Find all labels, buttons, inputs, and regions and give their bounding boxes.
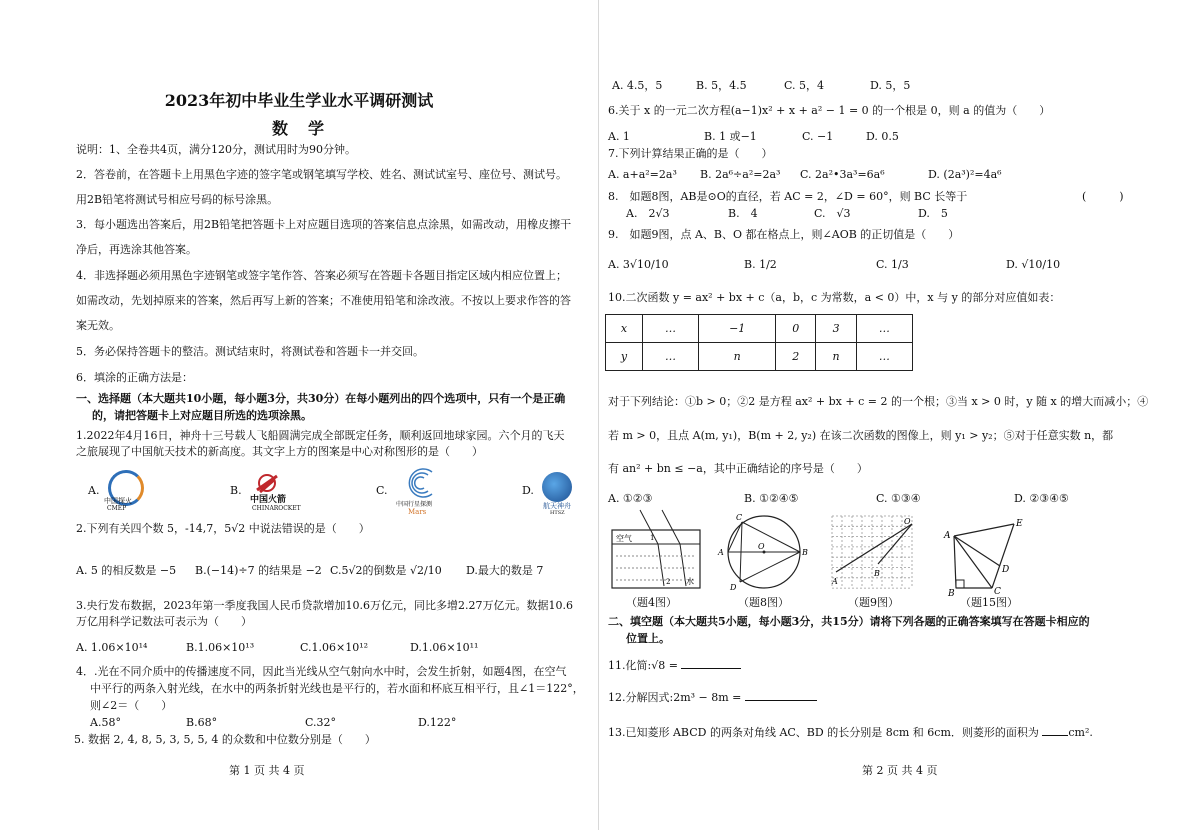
table-cell: 2 [776, 343, 816, 371]
q4-stem-cont: 中平行的两条入射光线，在水中的两条折射光线也是平行的，若水面和杯底互相平行，且∠1＝122°， [90, 682, 584, 695]
china-rocket-logo-icon [254, 472, 280, 494]
q9-option-d: D. √10/10 [1006, 258, 1061, 271]
instruction-line: 2．答卷前，在答题卡上用黑色字迹的签字笔或钢笔填写学校、姓名、测试试室号、座位号、测试号。 [76, 168, 567, 181]
q3-stem: 3.央行发布数据，2023年第一季度我国人民币贷款增加10.6万亿元，同比多增2.27万亿元。数据10.6 [76, 599, 573, 612]
figure-9-diagram [826, 512, 920, 594]
q8-option-b: B. 4 [728, 207, 758, 220]
instruction-line: 6．填涂的正确方法是： [76, 371, 193, 384]
fig4-angle1-label: 1 [650, 534, 655, 542]
q11-answer-blank [681, 658, 741, 669]
page-divider [598, 0, 599, 830]
q8-option-d: D. 5 [918, 207, 948, 220]
instruction-line: 说明：1、全卷共4页，满分120分，测试用时为90分钟。 [76, 143, 356, 156]
q13-text: 13.已知菱形 ABCD 的两条对角线 AC、BD 的长分别是 8cm 和 6cm．则菱形的面积为 [608, 726, 1039, 739]
fig8-label-o: O [758, 542, 765, 551]
q1-option-a-letter: A. [88, 484, 100, 497]
q8-option-c: C. √3 [814, 207, 851, 220]
q1-option-d-caption: 航天神舟 [543, 502, 571, 510]
table-cell: … [856, 315, 912, 343]
fig15-label-a: A [944, 531, 951, 541]
q12-answer-blank [745, 690, 817, 701]
q5-option-a: A. 4.5，5 [612, 79, 663, 92]
figure-15-caption: （题15图） [960, 596, 1018, 609]
q8-answer-paren: ( ) [1082, 190, 1124, 203]
q2-option-d: D.最大的数是 7 [466, 564, 544, 577]
figure-9-caption: （题9图） [848, 596, 899, 609]
table-cell: x [606, 315, 643, 343]
q1-stem: 1.2022年4月16日，神舟十三号载人飞船圆满完成全部既定任务，顺利返回地球家园。六个月的飞天 [76, 429, 565, 442]
instruction-line: 用2B铅笔将测试号相应号码的标号涂黑。 [76, 193, 279, 206]
table-cell: 3 [816, 315, 856, 343]
q11-text: 11.化简:√8 = [608, 659, 678, 672]
fig4-air-label: 空气 [616, 534, 632, 543]
table-cell: y [606, 343, 643, 371]
instruction-line: 3．每小题选出答案后，用2B铅笔把答题卡上对应题目选项的答案信息点涂黑，如需改动，用橡皮擦干 [76, 218, 572, 231]
q6-stem: 6.关于 x 的一元二次方程(a−1)x² + x + a² − 1 = 0 的一个根是 0，则 a 的值为（ ） [608, 104, 1051, 117]
q6-option-c: C. −1 [802, 130, 834, 143]
q6-option-d: D. 0.5 [866, 130, 899, 143]
q10-conclusions: 对于下列结论：①b > 0；②2 是方程 ax² + bx + c = 2 的一个根；③当 x > 0 时，y 随 x 的增大而减小；④ [608, 395, 1149, 408]
q2-option-c: C.5√2的倒数是 √2/10 [330, 564, 442, 577]
table-cell: n [699, 343, 776, 371]
table-cell: … [642, 343, 698, 371]
q11-stem [608, 658, 741, 674]
q1-option-d-sub: HTSZ [550, 510, 565, 516]
fig9-label-a: A [832, 577, 838, 586]
q4-option-d: D.122° [418, 716, 457, 729]
q13-unit: cm². [1068, 726, 1093, 739]
q2-option-b: B.(−14)÷7 的结果是 −2 [195, 564, 322, 577]
instruction-line: 净后，再选涂其他答案。 [76, 243, 197, 256]
q9-option-c: C. 1/3 [876, 258, 909, 271]
q13-answer-blank [1042, 725, 1068, 736]
q12-stem [608, 690, 817, 706]
q4-stem-cont2: 则∠2＝（ ） [90, 699, 173, 712]
q1-option-d-letter: D. [522, 484, 534, 497]
fig8-label-c: C [736, 513, 743, 522]
q1-stem-cont: 之旅展现了中国航天技术的新高度。其文字上方的图案是中心对称图形的是（ ） [76, 445, 483, 458]
q10-option-d: D. ②③④⑤ [1014, 492, 1069, 505]
table-cell: … [856, 343, 912, 371]
q5-stem: 5. 数据 2, 4, 8, 5, 3, 5, 5, 4 的众数和中位数分别是（ ） [74, 733, 376, 746]
fig4-angle2-label: 2 [666, 578, 671, 586]
fig15-label-c: C [994, 587, 1001, 596]
instruction-line: 4．非选择题必须用黑色字迹钢笔或签字笔作答、答案必须写在答题卡各题目指定区域内相应位置上； [76, 269, 567, 282]
q1-option-b-letter: B. [230, 484, 242, 497]
q4-option-a: A.58° [90, 716, 121, 729]
fig8-label-b: B [802, 548, 808, 557]
figure-4-diagram [606, 508, 706, 596]
q1-option-a-sub: CMEP [107, 505, 127, 512]
q6-option-a: A. 1 [608, 130, 630, 143]
q7-option-b: B. 2a⁶÷a²=2a³ [700, 168, 781, 181]
q9-option-a: A. 3√10/10 [608, 258, 669, 271]
exam-subject: 数 学 [271, 119, 326, 138]
figure-8-diagram [716, 510, 812, 596]
table-row [606, 343, 913, 371]
figure-15-diagram [940, 514, 1036, 596]
q7-option-d: D. (2a³)²=4a⁶ [928, 168, 1002, 181]
q1-option-b-sub: CHINAROCKET [252, 505, 301, 512]
q1-option-b-caption: 中国火箭 [250, 495, 287, 505]
q10-conclusions-cont: 若 m > 0，且点 A(m, y₁)，B(m + 2, y₂) 在该二次函数的图像上，则 y₁ > y₂；⑤对于任意实数 n，都 [608, 429, 1114, 442]
q7-option-a: A. a+a²=2a³ [608, 168, 677, 181]
q3-option-b: B.1.06×10¹³ [186, 641, 255, 654]
q4-option-b: B.68° [186, 716, 218, 729]
table-cell: 0 [776, 315, 816, 343]
shenzhou-logo-icon [542, 472, 572, 502]
q1-option-c-sub: Mars [408, 508, 427, 516]
q2-stem: 2.下列有关四个数 5，-14,7，5√2 中说法错误的是（ ） [76, 522, 370, 535]
q2-option-a: A. 5 的相反数是 −5 [76, 564, 177, 577]
fig9-label-o: O [904, 517, 911, 526]
q7-stem: 7.下列计算结果正确的是（ ） [608, 147, 773, 160]
q3-stem-cont: 万亿用科学记数法可表示为（ ） [76, 615, 252, 628]
fig8-label-d: D [730, 583, 737, 592]
q4-option-c: C.32° [305, 716, 337, 729]
q13-stem [608, 725, 1093, 741]
q9-option-b: B. 1/2 [744, 258, 777, 271]
q8-option-a: A. 2√3 [626, 207, 670, 220]
mars-logo-icon [402, 466, 436, 500]
section1-heading-cont: 的，请把答题卡上对应题目所选的选项涂黑。 [92, 409, 312, 422]
q10-option-b: B. ①②④⑤ [744, 492, 799, 505]
q1-option-c-caption: 中国行星探测 [396, 501, 433, 508]
section2-heading: 二、填空题（本大题共5小题，每小题3分，共15分）请将下列各题的正确答案填写在答题卡相应的 [608, 615, 1090, 628]
q7-option-c: C. 2a²•3a³=6a⁶ [800, 168, 885, 181]
fig15-label-e: E [1016, 519, 1023, 529]
figure-4-caption: （题4图） [626, 596, 677, 609]
instruction-line: 案无效。 [76, 319, 120, 332]
q5-option-b: B. 5，4.5 [696, 79, 747, 92]
section1-heading: 一、选择题（本大题共10小题，每小题3分，共30分）在每小题列出的四个选项中，只有一个是正确 [76, 392, 566, 405]
instruction-line: 5．务必保持答题卡的整洁。测试结束时，将测试卷和答题卡一并交回。 [76, 345, 424, 358]
q12-text: 12.分解因式:2m³ − 8m = [608, 691, 742, 704]
q10-stem: 10.二次函数 y = ax² + bx + c（a，b，c 为常数，a < 0）中，x 与 y 的部分对应值如表： [608, 291, 1061, 304]
q5-option-c: C. 5，4 [784, 79, 825, 92]
fig8-label-a: A [718, 548, 724, 557]
q1-option-c-letter: C. [376, 484, 388, 497]
figure-8-caption: （题8图） [738, 596, 789, 609]
q5-option-d: D. 5，5 [870, 79, 911, 92]
page-footer-right: 第 2 页 共 4 页 [862, 764, 938, 777]
q3-option-a: A. 1.06×10¹⁴ [76, 641, 148, 654]
table-row [606, 315, 913, 343]
q3-option-c: C.1.06×10¹² [300, 641, 369, 654]
q3-option-d: D.1.06×10¹¹ [410, 641, 479, 654]
q6-option-b: B. 1 或−1 [704, 130, 757, 143]
q10-option-a: A. ①②③ [608, 492, 653, 505]
table-cell: n [816, 343, 856, 371]
fig15-label-b: B [948, 589, 955, 596]
q9-stem: 9. 如题9图，点 A、B、O 都在格点上，则∠AOB 的正切值是（ ） [608, 228, 960, 241]
table-cell: −1 [699, 315, 776, 343]
table-cell: … [642, 315, 698, 343]
q10-value-table [605, 314, 913, 371]
instruction-line: 如需改动，先划掉原来的答案，然后再写上新的答案；不准使用铅笔和涂改液。不按以上要求作答的答 [76, 294, 571, 307]
q8-stem: 8. 如题8图，AB是⊙O的直径，若 AC = 2，∠D = 60°，则 BC 长等于 [608, 190, 968, 203]
q10-option-c: C. ①③④ [876, 492, 921, 505]
fig9-label-b: B [874, 569, 880, 578]
fig4-water-label: 水 [686, 577, 694, 586]
q4-stem: 4．.光在不同介质中的传播速度不同，因此当光线从空气射向水中时，会发生折射，如题4图，在空气 [76, 665, 567, 678]
page-footer-left: 第 1 页 共 4 页 [229, 764, 305, 777]
fig15-label-d: D [1002, 565, 1010, 575]
exam-title: 2023年初中毕业生学业水平调研测试 [164, 91, 434, 110]
q1-option-a-caption: 中国探火 [104, 497, 132, 505]
section2-heading-cont: 位置上。 [626, 632, 670, 645]
q10-conclusions-cont2: 有 an² + bn ≤ −a，其中正确结论的序号是（ ） [608, 462, 868, 475]
